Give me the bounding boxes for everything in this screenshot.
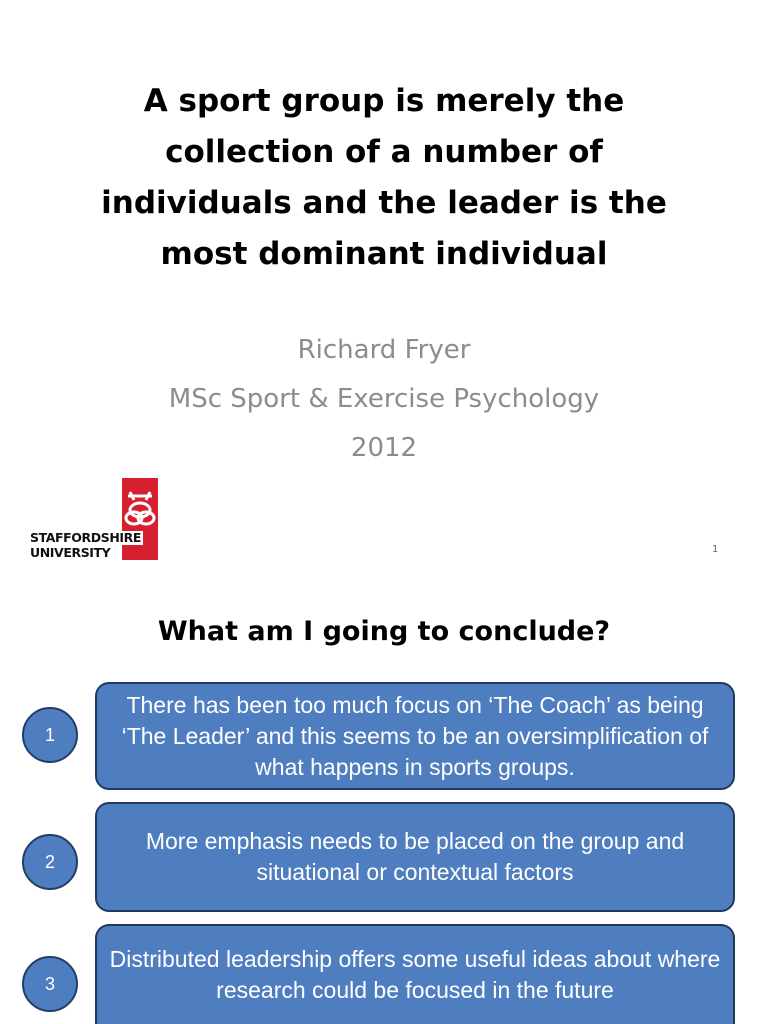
conclusion-text: There has been too much focus on ‘The Coach’ as being ‘The Leader’ and this seems to be an oversimplification of what happens in sports groups. xyxy=(121,691,709,780)
conclusion-box xyxy=(95,682,735,790)
slide-title: A sport group is merely the collection of a number of individuals and the leader is the most dominant individual xyxy=(101,83,667,272)
course-name: MSc Sport & Exercise Psychology xyxy=(168,384,600,414)
knot-emblem-icon xyxy=(122,478,158,560)
slide-title: What am I going to conclude? xyxy=(157,616,611,647)
logo-text-line2: UNIVERSITY xyxy=(30,545,111,560)
page-number: 1 xyxy=(712,544,719,555)
conclusion-box xyxy=(95,802,735,912)
logo-text-line1: STAFFORDSHIRE xyxy=(30,530,142,545)
conclusion-box xyxy=(95,924,735,1024)
staffordshire-university-logo xyxy=(30,478,165,564)
conclusion-text: More emphasis needs to be placed on the group and situational or contextual factors xyxy=(145,828,685,885)
presentation-year: 2012 xyxy=(350,433,418,463)
conclusion-text: Distributed leadership offers some useful ideas about where research could be focused in the future xyxy=(109,946,721,1003)
point-number-badge: 2 xyxy=(22,834,78,890)
point-number-badge: 1 xyxy=(22,707,78,763)
author-name: Richard Fryer xyxy=(297,335,471,365)
slide-2 xyxy=(0,590,768,1024)
point-number-badge: 3 xyxy=(22,956,78,1012)
